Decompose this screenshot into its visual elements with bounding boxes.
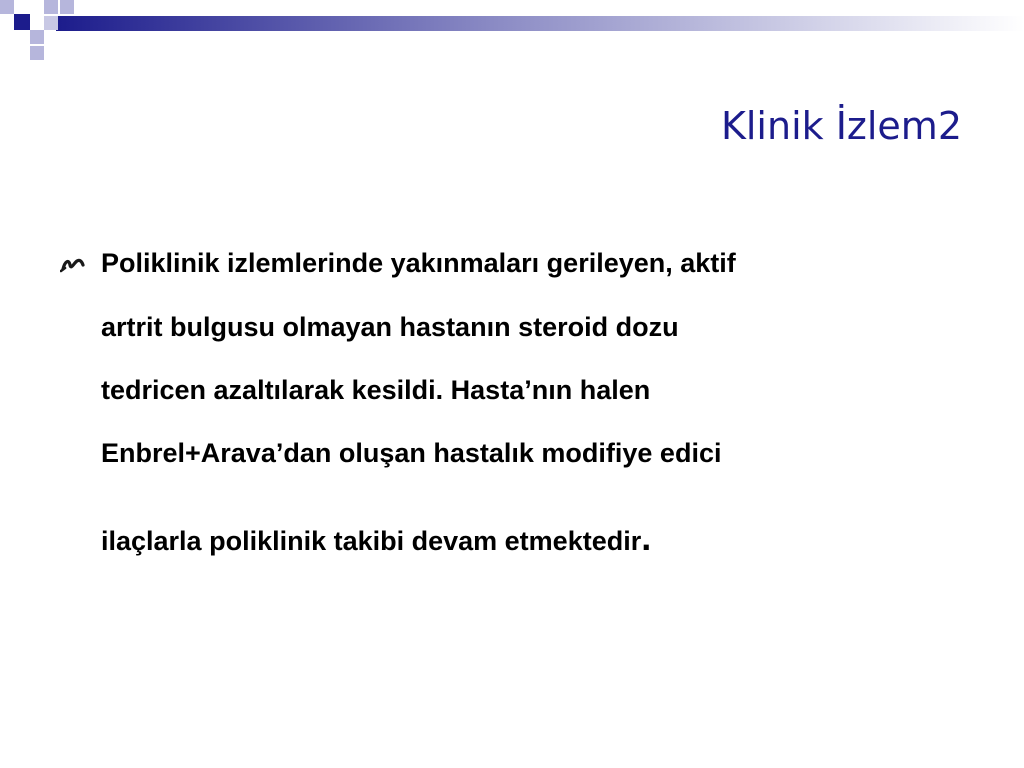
body-line: artrit bulgusu olmayan hastanın steroid dozu — [101, 312, 679, 342]
header-square-light — [60, 0, 74, 14]
header-gradient-bar — [56, 16, 1024, 31]
body-line: tedricen azaltılarak kesildi. Hasta’nın halen — [101, 375, 651, 405]
body-line: ilaçlarla poliklinik takibi devam etmektedir — [101, 526, 642, 556]
header-square-light — [44, 16, 58, 30]
header-decoration — [0, 0, 1024, 62]
slide-title: Klinik İzlem2 — [720, 104, 962, 148]
header-square-dark — [14, 14, 30, 30]
swirl-bullet-icon — [60, 253, 88, 275]
header-square-light — [30, 30, 44, 44]
body-line-last — [101, 517, 651, 559]
final-period: . — [641, 517, 652, 558]
body-line: Enbrel+Arava’dan oluşan hastalık modifiye edici — [101, 438, 722, 468]
header-square-light — [44, 0, 58, 14]
header-square-light — [0, 0, 14, 14]
body-line: Poliklinik izlemlerinde yakınmaları gerileyen, aktif — [101, 248, 736, 278]
header-square-light — [30, 46, 44, 60]
